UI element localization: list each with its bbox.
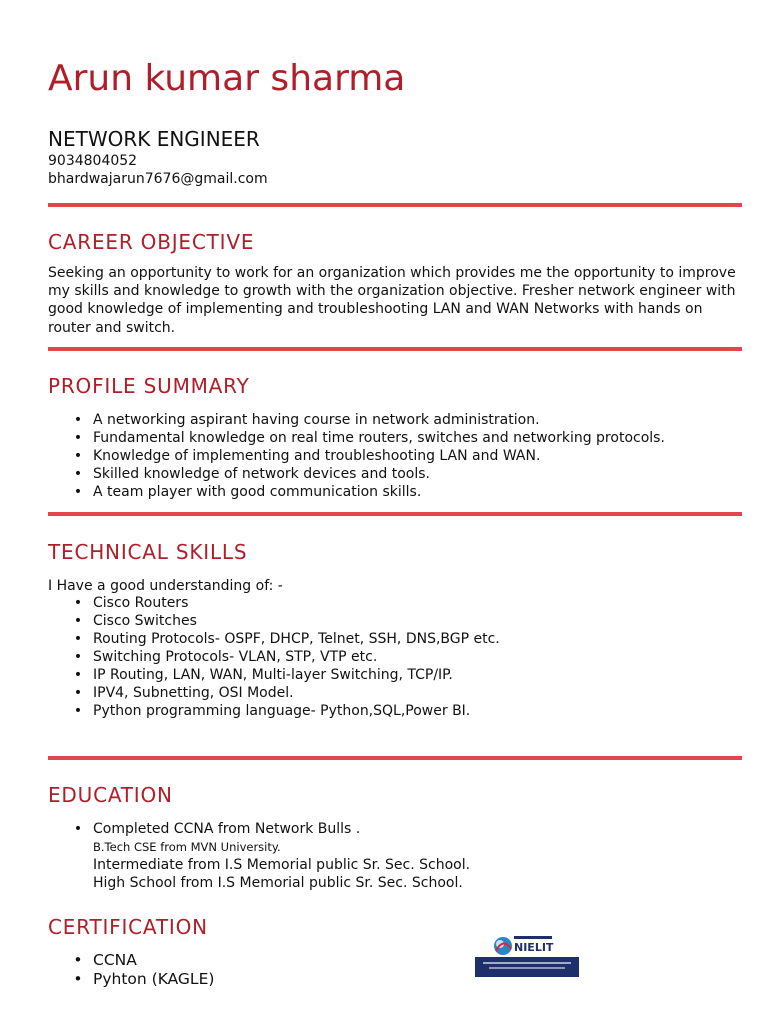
bullet-icon: • — [73, 649, 83, 665]
bullet-icon: • — [73, 703, 83, 719]
bullet-icon: • — [73, 685, 83, 701]
list-item — [48, 820, 470, 838]
list-item — [48, 874, 470, 892]
list-item-text: Pyhton (KAGLE) — [93, 970, 215, 988]
list-item-text: Cisco Switches — [93, 613, 197, 629]
list-item-text: Intermediate from I.S Memorial public Sr. Sec. School. — [93, 857, 471, 873]
list-item-text: IP Routing, LAN, WAN, Multi-layer Switching, TCP/IP. — [93, 667, 453, 683]
list-item-text: B.Tech CSE from MVN University. — [93, 840, 281, 854]
list-item-text: Fundamental knowledge on real time routers, switches and networking protocols. — [93, 430, 665, 446]
bullet-icon: • — [73, 631, 83, 647]
education-list — [48, 820, 470, 892]
bullet-icon: • — [73, 821, 83, 837]
list-item — [48, 684, 500, 702]
bullet-icon: • — [73, 466, 83, 482]
list-item-text: Completed CCNA from Network Bulls . — [93, 821, 361, 837]
list-item-text: Skilled knowledge of network devices and tools. — [93, 466, 430, 482]
bullet-icon: • — [73, 613, 83, 629]
list-item — [48, 483, 665, 501]
list-item — [48, 666, 500, 684]
bullet-icon: • — [73, 970, 83, 988]
list-item — [48, 429, 665, 447]
list-item-text: High School from I.S Memorial public Sr. Sec. School. — [93, 875, 463, 891]
svg-text:NIELIT: NIELIT — [514, 941, 554, 954]
phone-number: 9034804052 — [48, 153, 138, 169]
list-item — [48, 612, 500, 630]
list-item-text: CCNA — [93, 951, 137, 969]
list-item — [48, 856, 470, 874]
list-item — [48, 447, 665, 465]
technical-skills-heading: TECHNICAL SKILLS — [48, 540, 248, 564]
profile-summary-list — [48, 411, 665, 501]
list-item-text: Routing Protocols- OSPF, DHCP, Telnet, SSH, DNS,BGP etc. — [93, 631, 500, 647]
bullet-icon: • — [73, 484, 83, 500]
list-item — [48, 648, 500, 666]
bullet-icon: • — [73, 667, 83, 683]
candidate-name: Arun kumar sharma — [48, 58, 406, 99]
list-item — [48, 838, 470, 856]
list-item — [48, 465, 665, 483]
certification-heading: CERTIFICATION — [48, 915, 208, 939]
list-item-text: Knowledge of implementing and troubleshooting LAN and WAN. — [93, 448, 541, 464]
list-item — [48, 594, 500, 612]
bullet-icon: • — [73, 595, 83, 611]
list-item — [48, 411, 665, 429]
section-divider — [48, 347, 742, 351]
nielit-logo — [475, 929, 579, 977]
bullet-icon: • — [73, 951, 83, 969]
email-address: bhardwajarun7676@gmail.com — [48, 171, 268, 187]
section-divider — [48, 512, 742, 516]
list-item — [48, 951, 214, 970]
list-item-text: A team player with good communication skills. — [93, 484, 422, 500]
list-item — [48, 970, 214, 989]
bullet-icon: • — [73, 448, 83, 464]
list-item — [48, 702, 500, 720]
job-title: NETWORK ENGINEER — [48, 127, 260, 151]
bullet-icon: • — [73, 412, 83, 428]
list-item-text: Switching Protocols- VLAN, STP, VTP etc. — [93, 649, 378, 665]
section-divider — [48, 756, 742, 760]
technical-skills-intro: I Have a good understanding of: - — [48, 578, 283, 594]
list-item — [48, 630, 500, 648]
profile-summary-heading: PROFILE SUMMARY — [48, 374, 250, 398]
section-divider — [48, 203, 742, 207]
list-item-text: A networking aspirant having course in network administration. — [93, 412, 540, 428]
career-objective-text: Seeking an opportunity to work for an organization which provides me the opportunity to improve my skills and knowledge to growth with the organization objective. Fresher network engineer with good knowledge of implementing and troubleshooting LAN and WAN Networks with hands on router and switch. — [48, 265, 736, 336]
education-heading: EDUCATION — [48, 783, 173, 807]
list-item-text: IPV4, Subnetting, OSI Model. — [93, 685, 294, 701]
list-item-text: Python programming language- Python,SQL,Power BI. — [93, 703, 471, 719]
bullet-icon: • — [73, 430, 83, 446]
technical-skills-list — [48, 594, 500, 720]
certification-list — [48, 951, 214, 989]
career-objective-heading: CAREER OBJECTIVE — [48, 230, 255, 254]
list-item-text: Cisco Routers — [93, 595, 189, 611]
